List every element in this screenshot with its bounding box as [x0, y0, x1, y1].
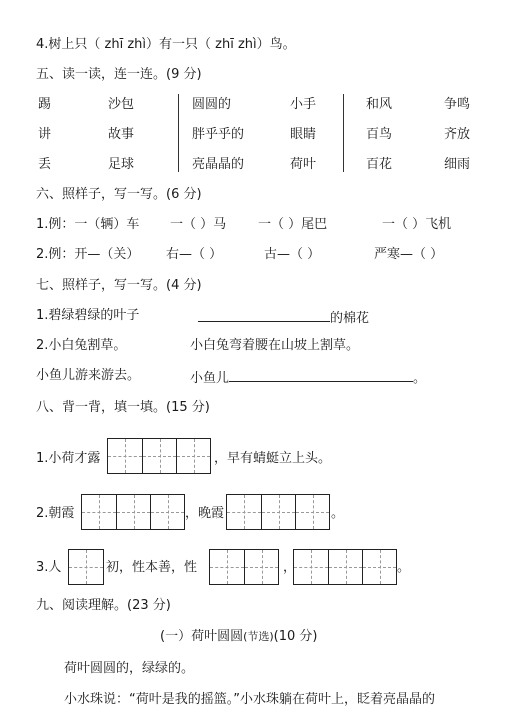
s5-col2-right-1: 小手 [290, 97, 317, 112]
s5-col1-left-2: 讲 [38, 127, 52, 142]
s8-l2-suffix: 。 [331, 506, 345, 521]
s5-col3-right-3: 细雨 [444, 157, 471, 172]
s6-line1-item1: 一（ ）马 [170, 217, 227, 232]
s5-col1-left-3: 丢 [38, 157, 52, 172]
s5-col2-left-1: 圆圆的 [192, 97, 232, 112]
s9-sub-note: (节选) [243, 630, 274, 643]
s8-l2-mid: ，晚霞 [185, 506, 225, 521]
s7-l2-left: 2.小白兔割草。 [36, 338, 127, 353]
s7-l2-right: 小白兔弯着腰在山坡上割草。 [190, 338, 360, 353]
s7-l3-answer-blank[interactable] [229, 368, 413, 382]
s6-line1-item3: 一（ ）飞机 [382, 217, 452, 232]
s8-l1-writing-grid[interactable] [107, 438, 211, 474]
s5-col3-left-2: 百鸟 [366, 127, 393, 142]
s8-l3-mid2: ， [283, 560, 297, 575]
s8-l2-writing-grid-1[interactable] [81, 494, 185, 530]
divider-2 [343, 94, 344, 172]
s7-l1-answer-blank[interactable] [198, 308, 330, 322]
s5-col1-left-1: 踢 [38, 97, 52, 112]
s8-l3-writing-grid-2[interactable] [209, 549, 279, 585]
s7-l3-left: 小鱼儿游来游去。 [36, 368, 141, 383]
s5-col3-right-2: 齐放 [444, 127, 471, 142]
s9-sub-title-wrap [160, 629, 318, 645]
s8-l2-prefix: 2.朝霞 [36, 506, 75, 521]
s6-line2-item3: 严寒—（ ） [374, 247, 444, 262]
s5-col2-left-3: 亮晶晶的 [192, 157, 245, 172]
s8-l1-suffix: ，早有蜻蜓立上头。 [214, 451, 332, 466]
s8-l3-writing-grid-3[interactable] [293, 549, 397, 585]
s7-l1-right-wrap [198, 308, 369, 327]
s8-l3-suffix: 。 [397, 560, 411, 575]
s7-l3-end: 。 [413, 371, 427, 386]
question-4-line: 4.树上只（ zhī zhì）有一只（ zhī zhì）鸟。 [36, 37, 296, 52]
s6-line2-example: 2.例：开—（关） [36, 247, 140, 262]
s5-col2-right-2: 眼睛 [290, 127, 317, 142]
section-5-heading: 五、读一读，连一连。(9 分) [36, 67, 202, 82]
s5-col3-right-1: 争鸣 [444, 97, 471, 112]
s8-l3-prefix: 3.人 [36, 560, 62, 575]
s5-col2-left-2: 胖乎乎的 [192, 127, 245, 142]
s8-l3-mid1: 初，性本善，性 [106, 560, 198, 575]
section-7-heading: 七、照样子，写一写。(4 分) [36, 278, 202, 293]
s9-paragraph-2: 小水珠说：“荷叶是我的摇篮。”小水珠躺在荷叶上，眨着亮晶晶的 [64, 692, 435, 707]
s6-line1-item2: 一（ ）尾巴 [258, 217, 328, 232]
s7-l1-left: 1.碧绿碧绿的叶子 [36, 308, 140, 323]
s9-sub-title: (一）荷叶圆圆 [160, 629, 244, 644]
s9-paragraph-1: 荷叶圆圆的，绿绿的。 [64, 661, 195, 676]
s7-l3-right-wrap [190, 368, 426, 387]
divider-1 [178, 94, 179, 172]
s9-sub-score: (10 分) [273, 629, 318, 644]
s5-col1-right-2: 故事 [108, 127, 135, 142]
section-9-heading: 九、阅读理解。(23 分) [36, 598, 171, 613]
s6-line1-example: 1.例：一（辆）车 [36, 217, 140, 232]
s6-line2-item2: 古—（ ） [264, 247, 321, 262]
s5-col1-right-3: 足球 [108, 157, 135, 172]
s5-col3-left-3: 百花 [366, 157, 393, 172]
s5-col2-right-3: 荷叶 [290, 157, 317, 172]
s7-l1-right: 的棉花 [330, 311, 370, 326]
section-8-heading: 八、背一背，填一填。(15 分) [36, 400, 210, 415]
s7-l3-right: 小鱼儿 [190, 371, 230, 386]
section-6-heading: 六、照样子，写一写。(6 分) [36, 187, 202, 202]
s8-l1-prefix: 1.小荷才露 [36, 451, 101, 466]
s8-l3-writing-grid-1[interactable] [68, 549, 104, 585]
s5-col1-right-1: 沙包 [108, 97, 135, 112]
s5-col3-left-1: 和风 [366, 97, 393, 112]
s8-l2-writing-grid-2[interactable] [226, 494, 330, 530]
s6-line2-item1: 右—（ ） [166, 247, 223, 262]
